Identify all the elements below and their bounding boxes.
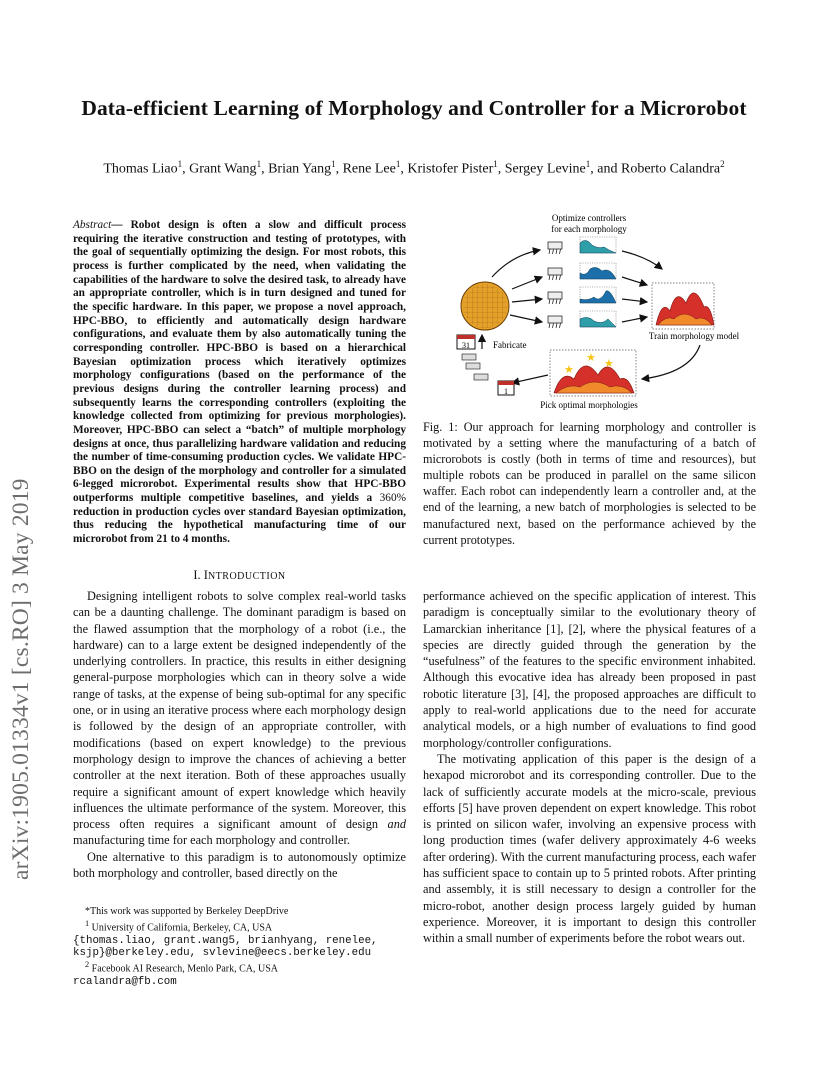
label-fabricate: Fabricate: [493, 340, 527, 350]
footnote-affiliation-2: $^2$ Facebook AI Research, Menlo Park, CA, USA: [85, 960, 279, 975]
author-affiliation-mark: 1: [585, 159, 591, 169]
label-pick-optimal-morphologies: Pick optimal morphologies: [540, 400, 638, 410]
footnote-support: *This work was supported by Berkeley DeepDrive: [85, 906, 289, 917]
author-list: Thomas Liao$^1$, Grant Wang$^1$, Brian Yang$^1$, Rene Lee$^1$, Kristofer Pister$^1$, Sergey Levine$^1$, and Roberto Calandra$^2$: [103, 159, 725, 177]
arrow-to-controller-4: [510, 315, 542, 322]
label-train-morphology-model: Train morphology model: [648, 331, 740, 341]
author-affiliation-mark: 2: [720, 159, 725, 169]
microrobot-icon: [548, 268, 562, 280]
label-for-each-morphology: for each morphology: [551, 224, 627, 234]
right-column-body: [423, 588, 756, 947]
author-name: Roberto Calandra: [620, 161, 721, 177]
calendar-icon-31: [457, 335, 475, 350]
learning-curve-panel: [580, 311, 616, 327]
microrobot-icon: [548, 242, 562, 254]
abstract-text-end: reduction in production cycles over standard Bayesian optimization, thus reducing the hypothetical manufacturing time of our microrobot from 21 to 4 months.: [73, 505, 406, 546]
author-name: Rene Lee: [342, 161, 396, 177]
morphology-model-surface: [652, 283, 714, 329]
author-name: Grant Wang: [189, 161, 257, 177]
abstract-percent: 360%: [379, 492, 406, 505]
microrobot-icon: [548, 316, 562, 328]
section-heading-introduction: I. INTRODUCTION: [193, 568, 286, 582]
controller-row: [548, 287, 616, 304]
controller-row: [548, 237, 616, 254]
silicon-wafer-icon: [461, 282, 509, 330]
controller-row: [548, 263, 616, 280]
arrow-to-controller-2: [512, 277, 542, 289]
abstract-text: Robot design is often a slow and difficult process requiring the iterative construction and testing of prototypes, with the goal of sequentially optimizing the design. For most robots, this process is further complicated by the need, when validating the capabilities of the hardware to solve the desired task, to already have an appropriate controller, which is in turn designed and tuned for the specific hardware. In this paper, we propose a novel approach, HPC-BBO, to efficiently and automatically design hardware configurations, and evaluate them by also automatically tuning the corresponding controller. HPC-BBO is based on a hierarchical Bayesian optimization process which iteratively optimizes morphology configurations (based on the performance of the previous designs during the controller learning process) and subsequently learns the corresponding controllers (exploiting the knowledge collected from optimizing for previous morphologies). Moreover, HPC-BBO can select a “batch” of multiple morphology designs at once, thus parallelizing hardware validation and reducing the number of time-consuming production cycles. We validate HPC-BBO on the design of the morphology and controller for a simulated 6-legged microrobot. Experimental results show that HPC-BBO outperforms multiple competitive baselines, and yields a: [73, 219, 406, 505]
right-paragraph-2: The motivating application of this paper is the design of a hexapod microrobot and its corresponding controller. Due to the lack of sufficiently accurate models at the micro-scale, previous efforts [5] have proven dependent on expert knowledge. This robot is printed on silicon wafer, involving an expensive process with long production times (wafer delivery approximately 4-6 weeks after ordering). With the current manufacturing process, each wafer has sufficient space to contain up to 5 printed robots. After printing and assembly, it is still necessary to design a controller for the micro-robot, another design process largely guided by human experience. Moreover, it is important to design this controller within a small number of experiments before the robot wears out.: [423, 751, 756, 946]
footnote-email-2: rcalandra@fb.com: [73, 975, 177, 988]
robot-icons-fabricated: [462, 354, 488, 380]
author-name: Thomas Liao: [103, 161, 178, 177]
footnote-emails-1: {thomas.liao, grant.wang5, brianhyang, renelee, ksjp}@berkeley.edu, svlevine@eecs.berkeley.edu: [73, 934, 378, 959]
arrow-to-controller-3: [512, 299, 542, 302]
arxiv-identifier: arXiv:1905.01334v1 [cs.RO] 3 May 2019: [8, 478, 34, 880]
figure-1-diagram: [452, 207, 772, 415]
author-affiliation-mark: 1: [493, 159, 498, 169]
abstract-label: Abstract: [73, 219, 112, 231]
learning-curve-panel: [580, 263, 616, 279]
author-affiliation-mark: 1: [177, 159, 183, 169]
intro-paragraph-1: Designing intelligent robots to solve complex real-world tasks can be a daunting challenge. The dominant paradigm is based on the flawed assumption that the morphology of a robot (i.e., the hardware) can to a large extent be designed independently of the underlying controllers. In practice, this results in either designing general-purpose morphologies which can in theory solve a wide range of tasks, at the expense of being sub-optimal for any specific one, or in using an iterative process where each morphology design is followed by the design of an appropriate controller, with modifications (based on expert knowledge) to the previous morphology design to improve the chances of achieving a better controller at the next iteration. Both of these approaches usually require a significant amount of expert knowledge which heavily influences the ultimate performance of the system. Moreover, this process often requires a significant amount of design and manufacturing time for each morphology and controller.: [73, 589, 406, 848]
author-name: Kristofer Pister: [407, 161, 494, 177]
author-affiliation-mark: 1: [331, 159, 336, 169]
controller-row: [548, 311, 616, 328]
label-optimize-controllers: Optimize controllers: [551, 213, 627, 223]
microrobot-icon: [548, 292, 562, 304]
learning-curve-panel: [580, 237, 616, 253]
paper-title: Data-efficient Learning of Morphology and Controller for a Microrobot: [81, 96, 747, 120]
introduction-body: [73, 588, 406, 881]
author-affiliation-mark: 1: [395, 159, 401, 169]
abstract: [73, 219, 406, 547]
figure-1-caption: Fig. 1: Our approach for learning morphology and controller is motivated by a setting where the manufacturing of a batch of microrobots is costly (both in terms of time and resources), but multiple robots can be produced in parallel on the same silicon waffer. Each robot can independently learn a controller and, at the end of the learning, a new batch of morphologies is selected to be manufactured next, based on the performance achieved by the current prototypes.: [423, 420, 756, 547]
arrow-to-controller-1: [492, 250, 540, 277]
intro-paragraph-2: One alternative to this paradigm is to autonomously optimize both morphology and controller, based directly on the: [73, 849, 406, 881]
author-name: Sergey Levine: [504, 161, 586, 177]
learning-curve-panel: [580, 287, 616, 303]
svg-text:1: 1: [504, 387, 508, 396]
author-affiliation-mark: 1: [256, 159, 262, 169]
svg-text:★: ★: [586, 352, 596, 364]
svg-text:★: ★: [604, 358, 614, 370]
right-paragraph-1: performance achieved on the specific application of interest. This paradigm is conceptually similar to the evolutionary theory of Lamarckian inheritance [1], [2], where the physical features of a species are directly guided through the generation by the “usefulness” of the features to the specific environment inhabited. Although this evocative idea has already been proposed in past robotic literature [3], [4], the proposed approaches are difficult to apply to real-world applications due to the need for accurate analytical models, or a high number of evaluations to find good morphology/controller configurations.: [423, 589, 756, 750]
abstract-dash: —: [111, 219, 123, 231]
svg-text:31: 31: [462, 341, 470, 350]
footnote-affiliation-1: $^1$ University of California, Berkeley, CA, USA: [85, 919, 273, 934]
footnotes: [73, 906, 406, 988]
author-name: Brian Yang: [268, 161, 332, 177]
calendar-icon-1: [498, 381, 514, 396]
svg-text:★: ★: [564, 364, 574, 376]
pick-optimal-surface: [550, 350, 636, 396]
